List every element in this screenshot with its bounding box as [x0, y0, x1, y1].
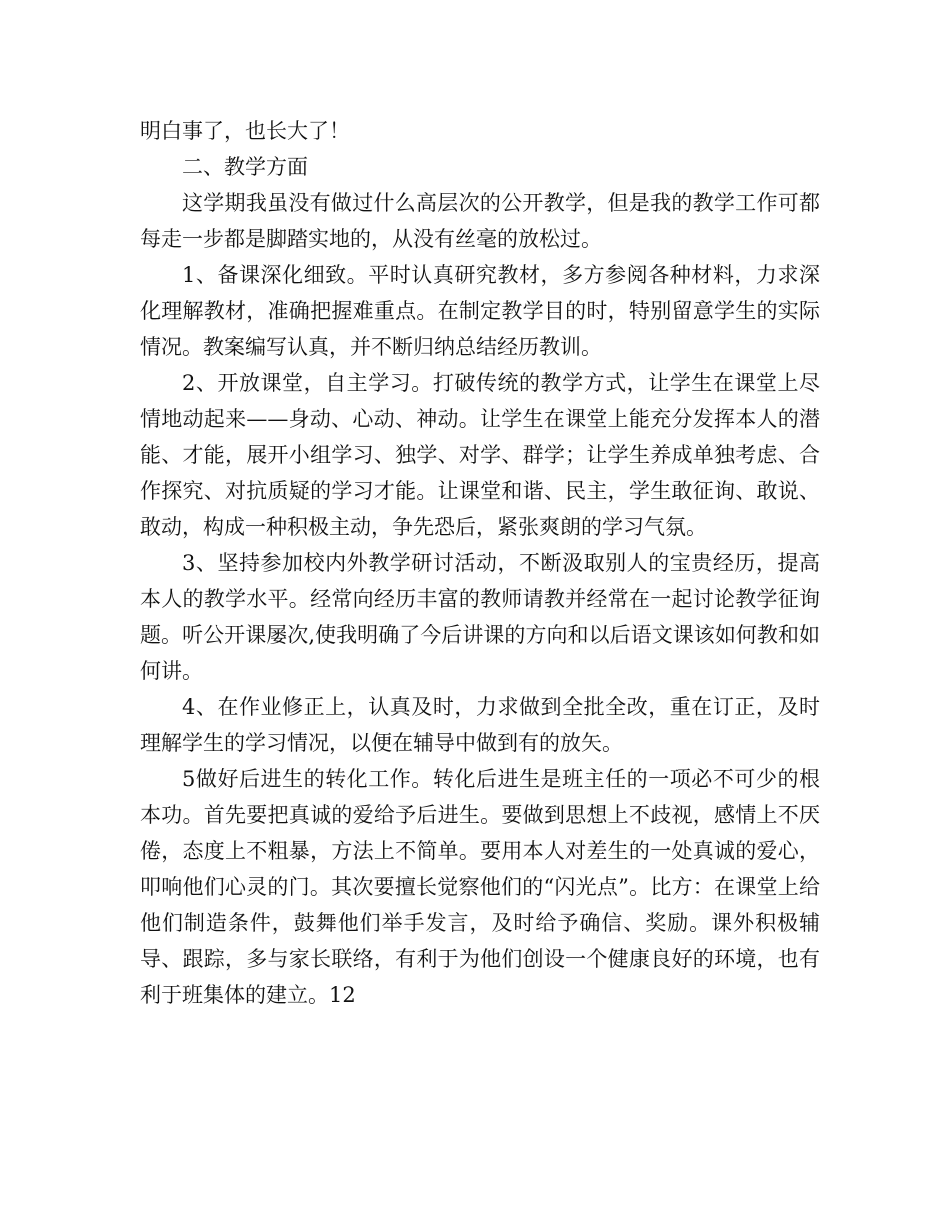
paragraph-item-1: 1、备课深化细致。平时认真研究教材，多方参阅各种材料，力求深化理解教材，准确把握难重点。在制定教学目的时，特别留意学生的实际情况。教案编写认真，并不断归纳总结经历教训。: [140, 263, 820, 359]
document-body: [140, 113, 820, 1013]
paragraph-item-2: 2、开放课堂，自主学习。打破传统的教学方式，让学生在课堂上尽情地动起来——身动、心动、神动。让学生在课堂上能充分发挥本人的潜能、才能，展开小组学习、独学、对学、群学；让学生养成单独考虑、合作探究、对抗质疑的学习才能。让课堂和谐、民主，学生敢征询、敢说、敢动，构成一种积极主动，争先恐后，紧张爽朗的学习气氛。: [140, 371, 820, 539]
paragraph-item-4: 4、在作业修正上，认真及时，力求做到全批全改，重在订正，及时理解学生的学习情况，以便在辅导中做到有的放矢。: [140, 695, 820, 755]
section-heading: 二、教学方面: [182, 155, 308, 179]
paragraph-intro: 这学期我虽没有做过什么高层次的公开教学，但是我的教学工作可都每走一步都是脚踏实地的，从没有丝毫的放松过。: [140, 191, 820, 251]
paragraph-item-3: 3、坚持参加校内外教学研讨活动，不断汲取别人的宝贵经历，提高本人的教学水平。经常向经历丰富的教师请教并经常在一起讨论教学征询题。听公开课屡次,使我明确了今后讲课的方向和以后语文课该如何教和如何讲。: [140, 551, 820, 683]
paragraph-continuation: 明白事了，也长大了！: [140, 119, 350, 143]
paragraph-item-5: 5做好后进生的转化工作。转化后进生是班主任的一项必不可少的根本功。首先要把真诚的爱给予后进生。要做到思想上不歧视，感情上不厌倦，态度上不粗暴，方法上不简单。要用本人对差生的一处真诚的爱心，叩响他们心灵的门。其次要擅长觉察他们的“闪光点”。比方：在课堂上给他们制造条件，鼓舞他们举手发言，及时给予确信、奖励。课外积极辅导、跟踪，多与家长联络，有利于为他们创设一个健康良好的环境，也有利于班集体的建立。12: [140, 767, 820, 1007]
